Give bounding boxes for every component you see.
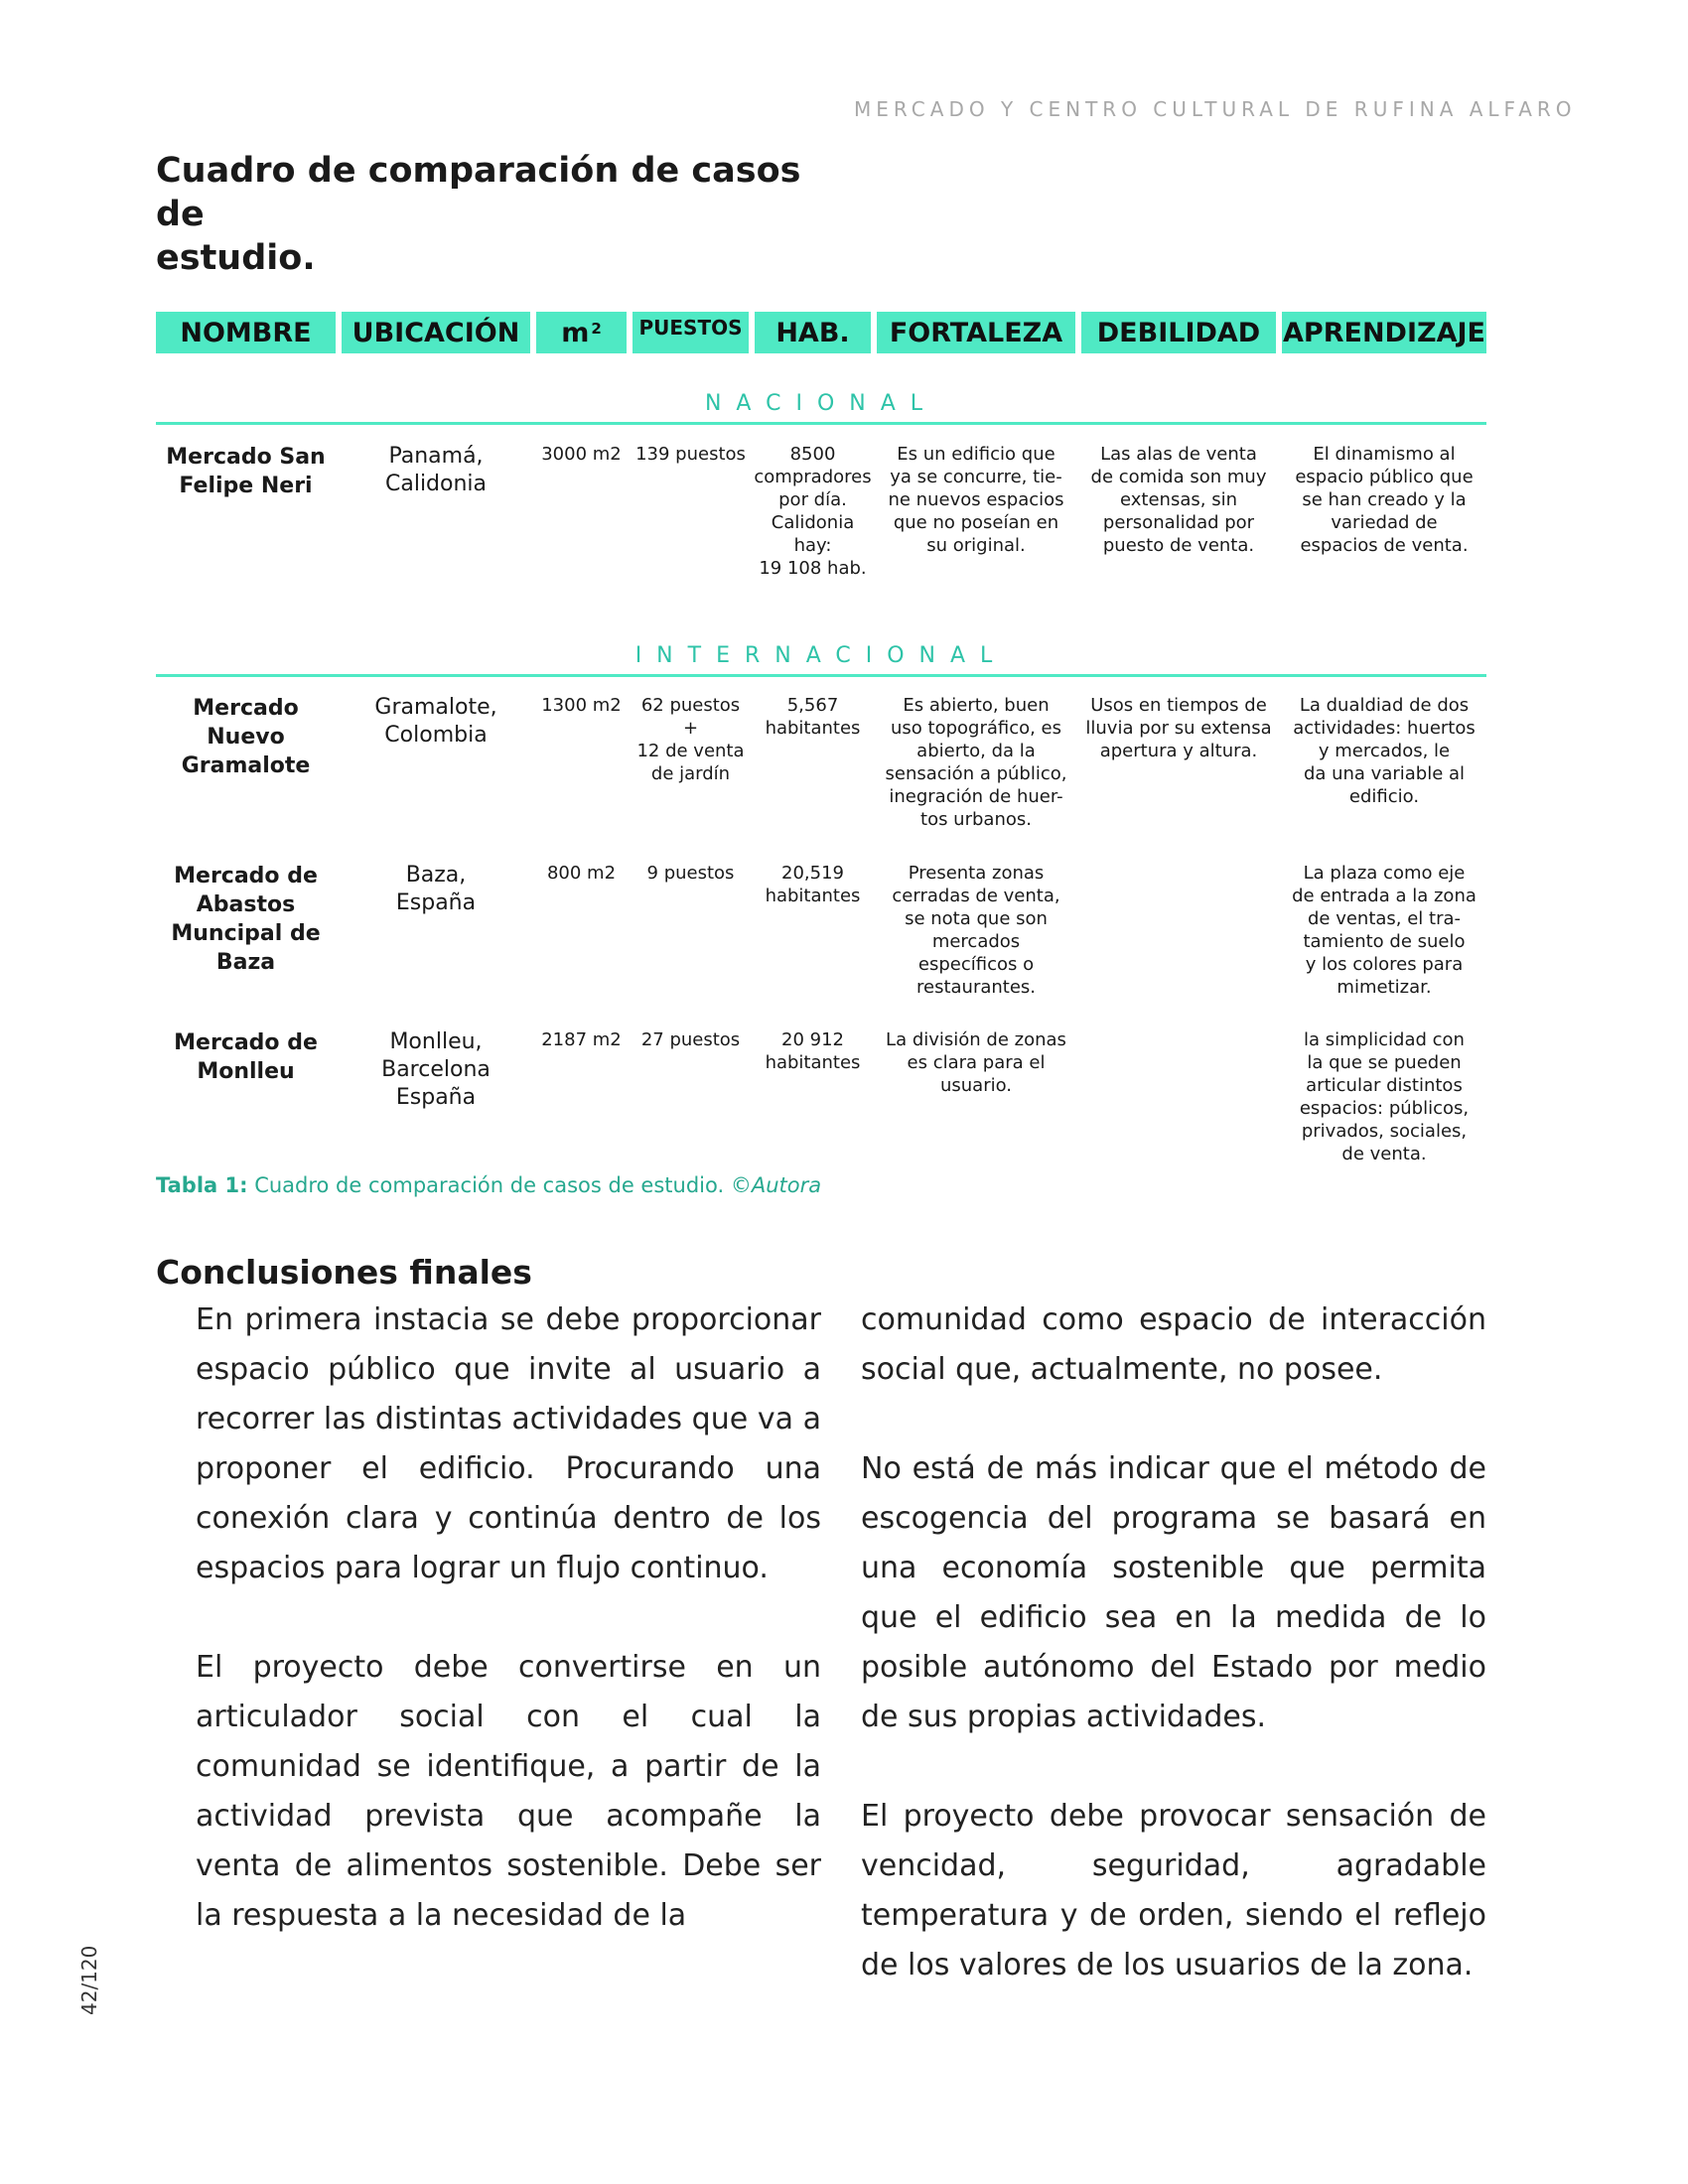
paragraph: No está de más indicar que el método de escogencia del programa se basará en una economía sostenible que permita que el edificio sea en la medida de lo posible autónomo del Estado por medio de sus propias actividades. xyxy=(861,1451,1486,1734)
conclusions-right-column xyxy=(861,1296,1486,1990)
header-ubicacion: UBICACIÓN xyxy=(342,312,530,353)
page-title-line-1: Cuadro de comparación de casos de xyxy=(156,151,801,234)
cell-nombre: Mercado de Monlleu xyxy=(174,1030,318,1084)
header-fortaleza: FORTALEZA xyxy=(877,312,1075,353)
running-header: MERCADO Y CENTRO CULTURAL DE RUFINA ALFARO xyxy=(854,97,1577,121)
conclusions-left-column xyxy=(196,1296,821,1941)
cell-fortaleza: Es abierto, buen uso topográfico, es abierto, da la sensación a público, inegración de huer- tos urbanos. xyxy=(885,695,1067,830)
cell-puestos: 27 puestos xyxy=(640,1029,741,1050)
section-nacional-rule xyxy=(156,422,1486,425)
section-internacional: INTERNACIONAL xyxy=(634,643,1008,668)
cell-hab: 8500 compradores por día. Calidonia hay: 19 108 hab. xyxy=(754,444,872,579)
section-internacional-rule xyxy=(156,674,1486,677)
caption-text: Cuadro de comparación de casos de estudio. xyxy=(247,1173,731,1197)
header-aprendizaje: APRENDIZAJE xyxy=(1282,312,1486,353)
cell-hab: 20,519 habitantes xyxy=(765,863,861,906)
cell-aprendizaje: la simplicidad con la que se pueden articular distintos espacios: públicos, privados, sociales, de venta. xyxy=(1299,1029,1470,1164)
cell-nombre: Mercado Nuevo Gramalote xyxy=(181,696,311,778)
cell-nombre: Mercado San Felipe Neri xyxy=(166,445,326,498)
cell-fortaleza: La división de zonas es clara para el usuario. xyxy=(886,1029,1066,1096)
cell-puestos: 62 puestos + 12 de venta de jardín xyxy=(636,695,745,784)
cell-ubicacion: Gramalote, Colombia xyxy=(374,695,497,748)
cell-m2: 2187 m2 xyxy=(541,1029,622,1050)
header-debilidad: DEBILIDAD xyxy=(1081,312,1276,353)
cell-puestos: 9 puestos xyxy=(646,863,735,884)
paragraph: El proyecto debe provocar sensación de vencidad, seguridad, agradable temperatura y de orden, siendo el reflejo de los valores de los usuarios de la zona. xyxy=(861,1799,1486,1982)
cell-hab: 5,567 habitantes xyxy=(765,695,861,739)
caption-label: Tabla 1: xyxy=(156,1173,248,1197)
cell-m2: 3000 m2 xyxy=(541,444,622,465)
page-number: 42/120 xyxy=(77,1945,101,2015)
cell-fortaleza: Es un edificio que ya se concurre, tie- ne nuevos espacios que no poseían en su original. xyxy=(888,444,1064,556)
cell-m2: 800 m2 xyxy=(546,863,617,884)
header-m2 xyxy=(536,312,627,353)
cell-hab: 20 912 habitantes xyxy=(765,1029,861,1073)
cell-puestos: 139 puestos xyxy=(635,444,746,465)
paragraph: El proyecto debe convertirse en un articulador social con el cual la comunidad se identifique, a partir de la actividad prevista que acompañe la venta de alimentos sostenible. Debe ser la respuesta a la necesidad de la xyxy=(196,1650,821,1933)
cell-m2: 1300 m2 xyxy=(541,695,622,716)
cell-aprendizaje: La plaza como eje de entrada a la zona de ventas, el tra- tamiento de suelo y los colores para mimetizar. xyxy=(1292,863,1477,998)
header-puestos: PUESTOS xyxy=(633,312,749,353)
header-hab: HAB. xyxy=(755,312,871,353)
page-title-line-2: estudio. xyxy=(156,238,316,278)
cell-debilidad: Usos en tiempos de lluvia por su extensa apertura y altura. xyxy=(1085,695,1272,761)
header-m2-superscript: 2 xyxy=(591,320,602,338)
cell-aprendizaje: El dinamismo al espacio público que se han creado y la variedad de espacios de venta. xyxy=(1295,444,1474,556)
paragraph: comunidad como espacio de interacción social que, actualmente, no posee. xyxy=(861,1302,1486,1387)
cell-ubicacion: Panamá, Calidonia xyxy=(384,444,488,496)
cell-nombre: Mercado de Abastos Muncipal de Baza xyxy=(171,864,321,975)
header-m2-label: m xyxy=(561,317,590,348)
table-caption xyxy=(156,1173,821,1197)
section-nacional: NACIONAL xyxy=(704,391,938,416)
cell-aprendizaje: La dualdiad de dos actividades: huertos y mercados, le da una variable al edificio. xyxy=(1293,695,1476,807)
conclusions-title: Conclusiones finales xyxy=(156,1253,532,1292)
cell-debilidad: Las alas de venta de comida son muy extensas, sin personalidad por puesto de venta. xyxy=(1090,444,1267,556)
cell-fortaleza: Presenta zonas cerradas de venta, se nota que son mercados específicos o restaurantes. xyxy=(892,863,1060,998)
paragraph: En primera instacia se debe proporcionar espacio público que invite al usuario a recorrer las distintas actividades que va a proponer el edificio. Procurando una conexión clara y continúa dentro de los espacios para lograr un flujo continuo. xyxy=(196,1302,821,1585)
cell-ubicacion: Monlleu, Barcelona España xyxy=(381,1029,491,1110)
header-nombre: NOMBRE xyxy=(156,312,336,353)
page-title xyxy=(156,149,851,280)
caption-credit: ©Autora xyxy=(730,1173,822,1197)
cell-ubicacion: Baza, España xyxy=(395,863,477,915)
